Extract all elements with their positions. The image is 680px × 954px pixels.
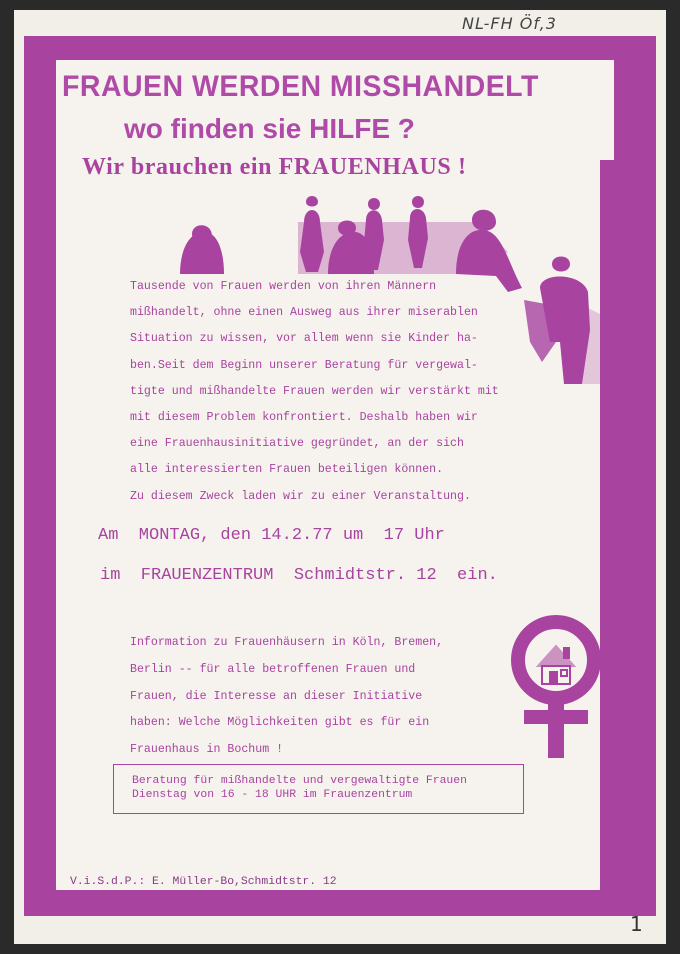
photo-walker-1 bbox=[300, 196, 324, 272]
counseling-line-1: Beratung für mißhandelte und vergewaltigte Frauen bbox=[132, 775, 467, 787]
body-line: Situation zu wissen, vor allem wenn sie Kinder ha- bbox=[130, 332, 478, 346]
body-line: mit diesem Problem konfrontiert. Deshalb haben wir bbox=[130, 410, 478, 424]
body-line: tigte und mißhandelte Frauen werden wir verstärkt mit bbox=[130, 384, 499, 398]
body-line: ben.Seit dem Beginn unserer Beratung für vergewal- bbox=[130, 358, 478, 372]
body-line: eine Frauenhausinitiative gegründet, an der sich bbox=[130, 437, 464, 451]
headline-line-2: wo finden sie HILFE ? bbox=[124, 113, 415, 144]
info-line: Berlin -- für alle betroffenen Frauen und bbox=[130, 662, 416, 676]
body-paragraph bbox=[130, 274, 550, 510]
body-line: Tausende von Frauen werden von ihren Männern bbox=[130, 280, 437, 293]
body-line: Zu diesem Zweck laden wir zu einer Veranstaltung. bbox=[130, 489, 471, 503]
page-number: 1 bbox=[630, 912, 643, 936]
imprint-line: V.i.S.d.P.: E. Müller-Bo,Schmidtstr. 12 bbox=[70, 876, 337, 888]
counseling-text bbox=[132, 774, 467, 802]
counseling-line-2: Dienstag von 16 - 18 UHR im Frauenzentrum bbox=[132, 789, 413, 801]
venus-symbol-icon bbox=[508, 614, 604, 760]
headline-line-1: FRAUEN WERDEN MISSHANDELT bbox=[62, 70, 539, 103]
body-line: mißhandelt, ohne einen Ausweg aus ihrer miserablen bbox=[130, 306, 478, 320]
info-line: Frauenhaus in Bochum ! bbox=[130, 743, 284, 757]
info-paragraph bbox=[130, 630, 490, 764]
info-line: haben: Welche Möglichkeiten gibt es für ein bbox=[130, 716, 430, 730]
archive-signature: NL-FH Öf,3 bbox=[462, 14, 557, 33]
photo-woman-left bbox=[180, 225, 224, 274]
event-location-line: im FRAUENZENTRUM Schmidtstr. 12 ein. bbox=[100, 566, 498, 585]
body-line: alle interessierten Frauen beteiligen können. bbox=[130, 463, 444, 477]
info-line: Frauen, die Interesse an dieser Initiative bbox=[130, 689, 423, 703]
event-date-line: Am MONTAG, den 14.2.77 um 17 Uhr bbox=[98, 526, 445, 545]
photo-street bbox=[580, 304, 608, 384]
house-icon bbox=[538, 646, 574, 684]
headline-line-3: Wir brauchen ein FRAUENHAUS ! bbox=[82, 154, 467, 180]
info-line: Information zu Frauenhäusern in Köln, Bremen, bbox=[130, 636, 444, 649]
